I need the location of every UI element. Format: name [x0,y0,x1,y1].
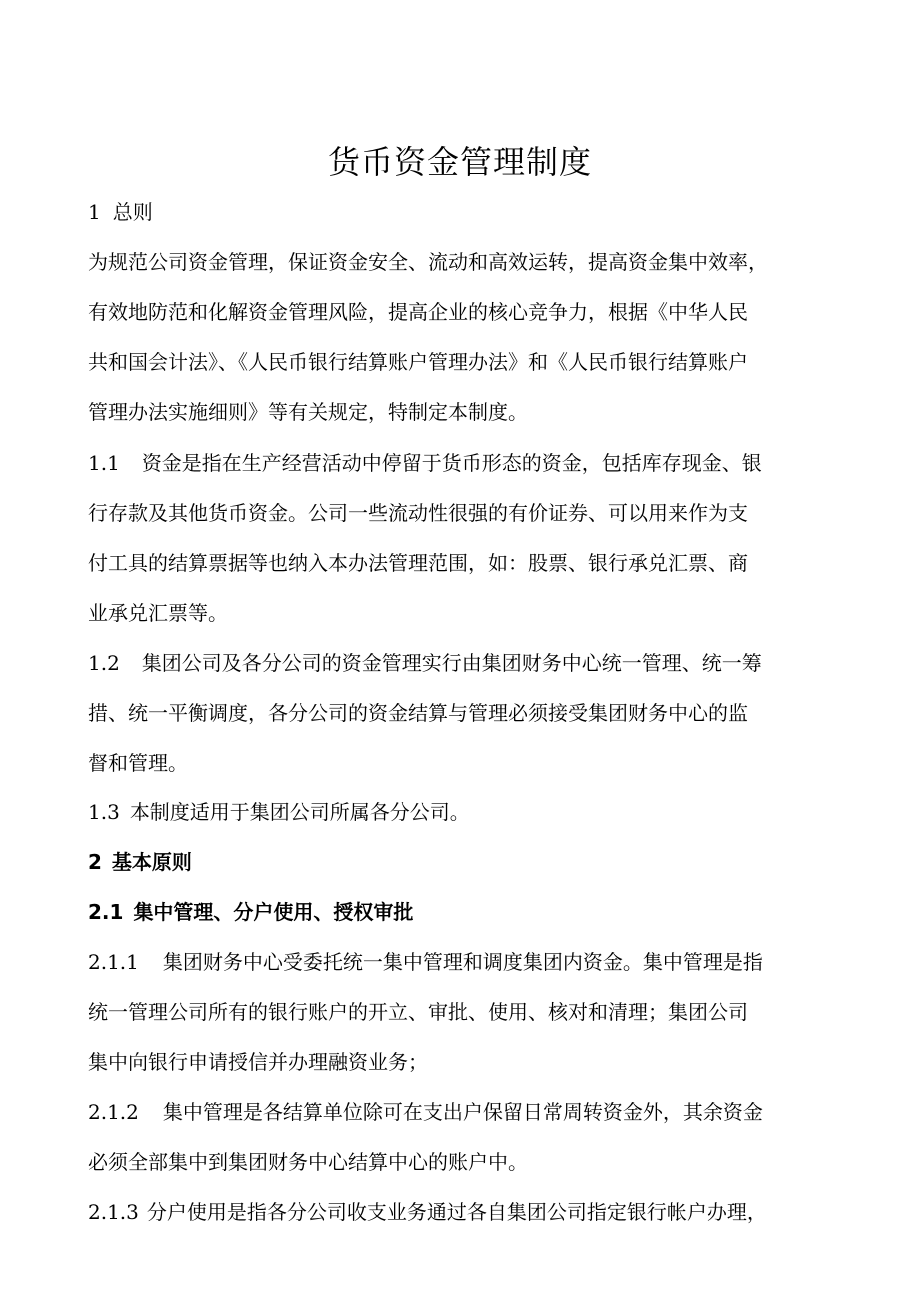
section-1-heading [88,198,153,226]
subsection-2-1-heading [88,898,413,926]
paragraph-line: 集中向银行申请授信并办理融资业务； [88,1050,428,1074]
paragraph-line: 管理办法实施细则》等有关规定，特制定本制度。 [88,400,528,424]
section-title: 基本原则 [111,850,192,874]
section-number: 2 [88,850,102,874]
clause-1-2 [88,649,762,677]
clause-number: 2.1.3 [88,1200,139,1224]
clause-number: 1.3 [88,800,120,824]
paragraph-line: 付工具的结算票据等也纳入本办法管理范围，如：股票、银行承兑汇票、商 [88,551,748,575]
clause-number: 2.1.2 [88,1100,139,1124]
subsection-number: 2.1 [88,900,124,924]
paragraph-line: 有效地防范和化解资金管理风险，提高企业的核心竞争力，根据《中华人民 [88,300,748,324]
paragraph-line: 资金是指在生产经营活动中停留于货币形态的资金，包括库存现金、银 [141,451,762,475]
paragraph-line: 为规范公司资金管理，保证资金安全、流动和高效运转，提高资金集中效率， [88,250,768,274]
clause-2-1-1 [88,948,763,976]
paragraph-line: 集团财务中心受委托统一集中管理和调度集团内资金。集中管理是指 [162,950,763,974]
paragraph-line: 督和管理。 [88,751,188,775]
clause-2-1-2 [88,1098,763,1126]
document-title: 货币资金管理制度 [327,143,592,181]
section-number: 1 [88,200,101,224]
clause-number: 1.1 [88,451,120,475]
paragraph-line: 本制度适用于集团公司所属各分公司。 [129,800,470,824]
subsection-title: 集中管理、分户使用、授权审批 [133,900,414,924]
paragraph-line: 行存款及其他货币资金。公司一些流动性很强的有价证券、可以用来作为支 [88,501,748,525]
paragraph-line: 业承兑汇票等。 [88,601,228,625]
paragraph-line: 集中管理是各结算单位除可在支出户保留日常周转资金外，其余资金 [162,1100,763,1124]
clause-1-1 [88,449,762,477]
clause-number: 2.1.1 [88,950,139,974]
section-2-heading [88,848,192,876]
paragraph-line: 共和国会计法》、《人民币银行结算账户管理办法》和《人民币银行结算账户 [88,350,748,374]
section-title: 总则 [112,200,153,224]
paragraph-line: 必须全部集中到集团财务中心结算中心的账户中。 [88,1150,528,1174]
paragraph-line: 统一管理公司所有的银行账户的开立、审批、使用、核对和清理；集团公司 [88,1000,748,1024]
paragraph-line: 分户使用是指各分公司收支业务通过各自集团公司指定银行帐户办理， [146,1200,767,1224]
paragraph-line: 集团公司及各分公司的资金管理实行由集团财务中心统一管理、统一筹 [141,651,762,675]
clause-2-1-3 [88,1198,767,1226]
clause-1-3 [88,798,470,826]
clause-number: 1.2 [88,651,120,675]
paragraph-line: 措、统一平衡调度，各分公司的资金结算与管理必须接受集团财务中心的监 [88,701,748,725]
